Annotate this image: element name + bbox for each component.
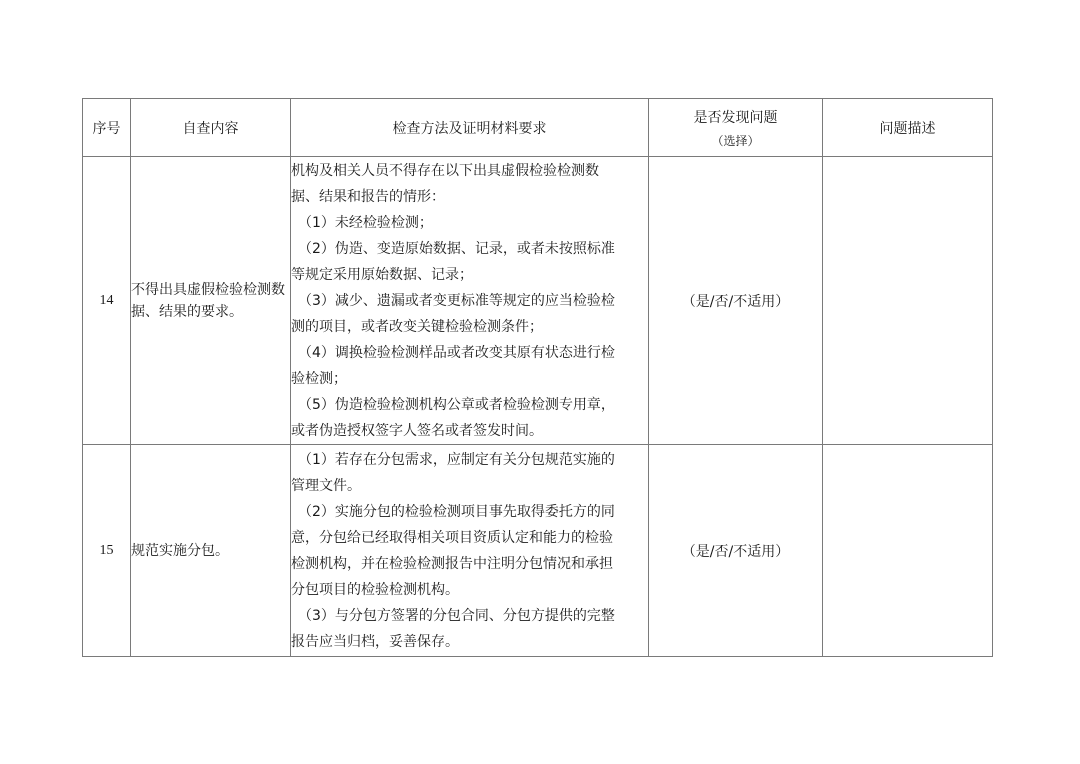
header-row — [83, 99, 993, 157]
method-intro-line: 据、结果和报告的情形： — [291, 188, 445, 205]
self-inspection-table — [82, 98, 993, 657]
method-item-line: （2）实施分包的检验检测项目事先取得委托方的同 — [298, 503, 615, 520]
method-item-line: 分包项目的检验检测机构。 — [291, 581, 459, 598]
header-seq: 序号 — [83, 99, 131, 157]
table-row — [83, 445, 993, 657]
row-method — [291, 445, 649, 657]
method-item-line: （3）减少、遗漏或者变更标准等规定的应当检验检 — [298, 292, 615, 309]
method-item-line: （2）伪造、变造原始数据、记录，或者未按照标准 — [298, 240, 615, 257]
row-seq: 14 — [83, 157, 131, 445]
header-found-label: 是否发现问题 — [693, 109, 778, 126]
row-desc-field[interactable] — [823, 157, 993, 445]
method-item-line: （5）伪造检验检测机构公章或者检验检测专用章， — [298, 396, 615, 413]
method-item-line: 测的项目，或者改变关键检验检测条件； — [291, 318, 543, 335]
header-found — [649, 99, 823, 157]
method-item-line: （1）若存在分包需求，应制定有关分包规范实施的 — [298, 451, 615, 468]
method-item-line: （1）未经检验检测； — [298, 214, 433, 231]
row-found-select[interactable]: （是/否/不适用） — [649, 157, 823, 445]
header-desc: 问题描述 — [823, 99, 993, 157]
method-item-line: 验检测； — [291, 370, 347, 387]
method-item-line: 报告应当归档，妥善保存。 — [291, 633, 459, 650]
row-content: 不得出具虚假检验检测数据、结果的要求。 — [131, 157, 291, 445]
row-method — [291, 157, 649, 445]
header-found-sub: （选择） — [711, 133, 760, 148]
method-item-line: 意，分包给已经取得相关项目资质认定和能力的检验 — [291, 529, 613, 546]
row-seq: 15 — [83, 445, 131, 657]
method-item-line: （3）与分包方签署的分包合同、分包方提供的完整 — [298, 607, 615, 624]
row-found-select[interactable]: （是/否/不适用） — [649, 445, 823, 657]
header-method: 检查方法及证明材料要求 — [291, 99, 649, 157]
row-desc-field[interactable] — [823, 445, 993, 657]
method-item-line: 检测机构，并在检验检测报告中注明分包情况和承担 — [291, 555, 613, 572]
row-content: 规范实施分包。 — [131, 445, 291, 657]
method-item-line: （4）调换检验检测样品或者改变其原有状态进行检 — [298, 344, 615, 361]
method-item-line: 或者伪造授权签字人签名或者签发时间。 — [291, 422, 543, 439]
header-content: 自查内容 — [131, 99, 291, 157]
method-item-line: 等规定采用原始数据、记录； — [291, 266, 473, 283]
table-row — [83, 157, 993, 445]
method-intro-line: 机构及相关人员不得存在以下出具虚假检验检测数 — [291, 162, 599, 179]
method-item-line: 管理文件。 — [291, 477, 361, 494]
